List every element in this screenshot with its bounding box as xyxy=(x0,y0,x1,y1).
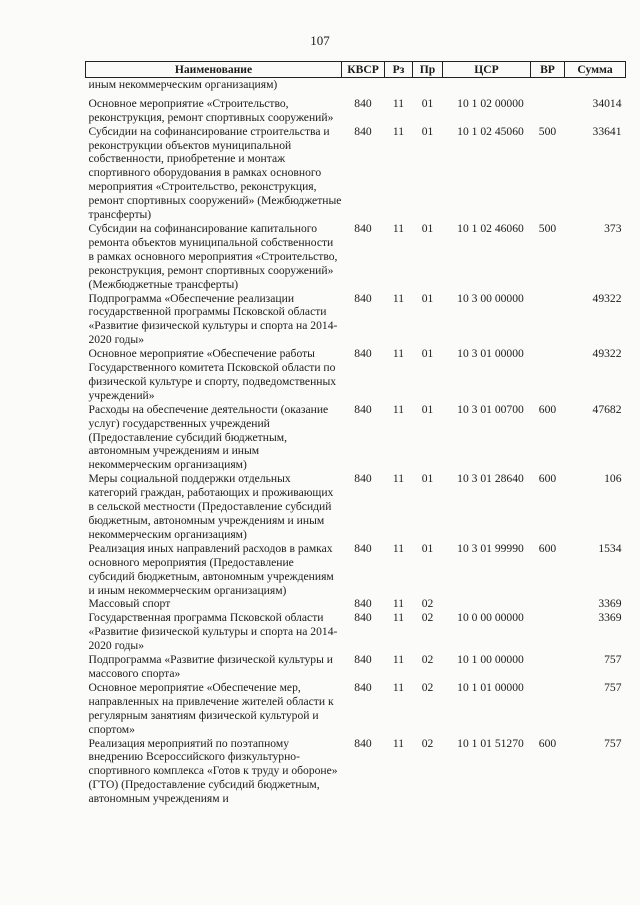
row-rz xyxy=(385,77,413,91)
row-rz: 11 xyxy=(392,402,405,416)
row-pr: 02 xyxy=(421,611,434,625)
row-sum: 3369 xyxy=(598,597,622,611)
row-sum: 49322 xyxy=(592,347,622,361)
table-row xyxy=(86,597,626,611)
row-csr xyxy=(443,77,531,91)
row-rz: 11 xyxy=(392,291,405,305)
row-kvsr: 840 xyxy=(354,124,372,138)
row-kvsr: 840 xyxy=(354,680,372,694)
row-csr xyxy=(443,597,531,611)
row-pr: 01 xyxy=(421,96,434,110)
row-name: Реализация иных направлений расходов в рамках основного мероприятия (Предоставление субсидий бюджетным, автономным учреждениям и иным некоммерческим организациям) xyxy=(88,541,334,597)
table-row xyxy=(86,292,626,348)
row-vr xyxy=(531,653,565,681)
row-vr: 600 xyxy=(538,541,557,555)
row-vr xyxy=(531,597,565,611)
row-vr: 600 xyxy=(538,472,557,486)
row-vr xyxy=(531,292,565,348)
row-csr: 10 1 00 00000 xyxy=(457,653,524,667)
row-csr: 10 1 01 51270 xyxy=(457,736,524,750)
row-rz: 11 xyxy=(392,736,405,750)
row-rz: 11 xyxy=(392,472,405,486)
row-csr: 10 3 01 99990 xyxy=(457,541,524,555)
row-name: Расходы на обеспечение деятельности (оказание услуг) государственных учреждений (Предоставление субсидий бюджетным, автономным учреждениям и иным некоммерческим организациям) xyxy=(88,402,329,472)
header-pr: Пр xyxy=(413,62,443,78)
row-name: Меры социальной поддержки отдельных категорий граждан, работающих и проживающих в сельской местности (Предоставление субсидий бюджетным, автономным учреждениям и иным некоммерческим организациям) xyxy=(88,472,334,541)
row-kvsr: 840 xyxy=(354,291,372,305)
row-kvsr: 840 xyxy=(354,653,372,667)
row-pr: 02 xyxy=(421,653,434,667)
row-name: Массовый спорт xyxy=(88,597,171,611)
budget-table xyxy=(85,61,626,806)
row-sum: 757 xyxy=(604,653,622,667)
table-row xyxy=(86,92,626,125)
row-vr xyxy=(531,347,565,403)
row-sum: 757 xyxy=(604,680,622,694)
row-rz: 11 xyxy=(392,347,405,361)
row-sum: 1534 xyxy=(598,541,622,555)
header-csr: ЦСР xyxy=(443,62,531,78)
row-pr: 01 xyxy=(421,221,434,235)
row-sum: 106 xyxy=(604,472,622,486)
row-pr: 01 xyxy=(421,124,434,138)
row-name: Основное мероприятие «Обеспечение мер, направленных на привлечение жителей области к регулярным занятиям физической культурой и спортом» xyxy=(88,680,334,736)
header-rz: Рз xyxy=(385,62,413,78)
row-vr xyxy=(531,92,565,125)
row-kvsr: 840 xyxy=(354,736,372,750)
row-rz: 11 xyxy=(392,541,405,555)
row-sum: 47682 xyxy=(592,402,622,416)
table-row xyxy=(86,403,626,473)
table-row xyxy=(86,681,626,737)
table-row xyxy=(86,222,626,292)
row-csr: 10 3 01 00700 xyxy=(457,402,524,416)
row-sum: 3369 xyxy=(598,611,622,625)
table-header-row xyxy=(86,62,626,78)
row-pr xyxy=(413,77,443,91)
row-csr: 10 0 00 00000 xyxy=(457,611,524,625)
row-vr: 500 xyxy=(538,221,557,235)
row-pr: 01 xyxy=(421,402,434,416)
row-sum xyxy=(565,77,626,91)
row-rz: 11 xyxy=(392,680,405,694)
row-rz: 11 xyxy=(392,221,405,235)
row-csr: 10 3 00 00000 xyxy=(457,291,524,305)
row-kvsr: 840 xyxy=(354,541,372,555)
row-sum: 33641 xyxy=(592,124,622,138)
row-pr: 01 xyxy=(421,472,434,486)
row-pr: 01 xyxy=(421,291,434,305)
row-kvsr: 840 xyxy=(354,221,372,235)
header-vr: ВР xyxy=(531,62,565,78)
header-kvsr: КВСР xyxy=(342,62,385,78)
row-rz: 11 xyxy=(392,96,405,110)
row-kvsr: 840 xyxy=(354,611,372,625)
row-name: Подпрограмма «Развитие физической культуры и массового спорта» xyxy=(88,653,333,680)
row-rz: 11 xyxy=(392,611,405,625)
row-kvsr: 840 xyxy=(354,96,372,110)
row-vr: 600 xyxy=(538,736,557,750)
row-kvsr: 840 xyxy=(354,347,372,361)
table-row xyxy=(86,542,626,598)
row-sum: 49322 xyxy=(592,291,622,305)
row-name: Основное мероприятие «Обеспечение работы Государственного комитета Псковской области по физической культуре и спорту, подведомственных учреждений» xyxy=(88,347,337,402)
header-sum: Сумма xyxy=(565,62,626,78)
row-csr: 10 1 02 00000 xyxy=(457,96,524,110)
row-sum: 373 xyxy=(604,221,622,235)
page-number: 107 xyxy=(310,33,330,48)
table-row xyxy=(86,653,626,681)
row-csr: 10 1 02 45060 xyxy=(457,124,524,138)
row-vr xyxy=(531,681,565,737)
row-name: Основное мероприятие «Строительство, реконструкция, ремонт спортивных сооружений» xyxy=(88,96,334,124)
row-vr: 600 xyxy=(538,402,557,416)
header-name: Наименование xyxy=(86,62,342,78)
row-name: Государственная программа Псковской области «Развитие физической культуры и спорта на 2014-2020 годы» xyxy=(88,611,338,653)
row-csr: 10 1 01 00000 xyxy=(457,680,524,694)
row-kvsr: 840 xyxy=(354,402,372,416)
table-row xyxy=(86,347,626,403)
row-pr: 01 xyxy=(421,541,434,555)
row-vr xyxy=(531,77,565,91)
row-pr: 02 xyxy=(421,736,434,750)
row-vr: 500 xyxy=(538,124,557,138)
row-kvsr: 840 xyxy=(354,472,372,486)
row-pr: 02 xyxy=(421,680,434,694)
row-rz: 11 xyxy=(392,124,405,138)
row-name: Субсидии на софинансирование капитального ремонта объектов муниципальной собственности в рамках основного мероприятия «Строительство, реконструкция, ремонт спортивных сооружений» (Межбюджетные трансферты) xyxy=(88,221,338,291)
row-pr: 01 xyxy=(421,347,434,361)
row-kvsr: 840 xyxy=(354,597,372,611)
row-sum: 34014 xyxy=(592,96,622,110)
table-row xyxy=(86,472,626,542)
row-csr: 10 3 01 00000 xyxy=(457,347,524,361)
row-name: Реализация мероприятий по поэтапному внедрению Всероссийского физкультурно-спортивного комплекса «Готов к труду и обороне» (ГТО) (Предоставление субсидий бюджетным, автономным учреждениям и xyxy=(88,736,338,806)
row-csr: 10 1 02 46060 xyxy=(457,221,524,235)
row-name: иным некоммерческим организациям) xyxy=(88,77,278,91)
row-rz: 11 xyxy=(392,597,405,611)
table-row xyxy=(86,737,626,807)
row-pr: 02 xyxy=(421,597,434,611)
row-kvsr xyxy=(342,77,385,91)
row-name: Субсидии на софинансирование строительства и реконструкции объектов муниципальной собственности, приобретение и монтаж спортивного оборудования в рамках основного мероприятия «Строительство, реконструкция, ремонт спортивных сооружений» (Межбюджетные трансферты) xyxy=(88,124,342,222)
row-sum: 757 xyxy=(604,736,622,750)
row-vr xyxy=(531,611,565,653)
row-csr: 10 3 01 28640 xyxy=(457,472,524,486)
table-row xyxy=(86,611,626,653)
table-row xyxy=(86,77,626,91)
table-row xyxy=(86,125,626,222)
row-rz: 11 xyxy=(392,653,405,667)
row-name: Подпрограмма «Обеспечение реализации государственной программы Псковской области «Развитие физической культуры и спорта на 2014-2020 годы» xyxy=(88,291,338,347)
